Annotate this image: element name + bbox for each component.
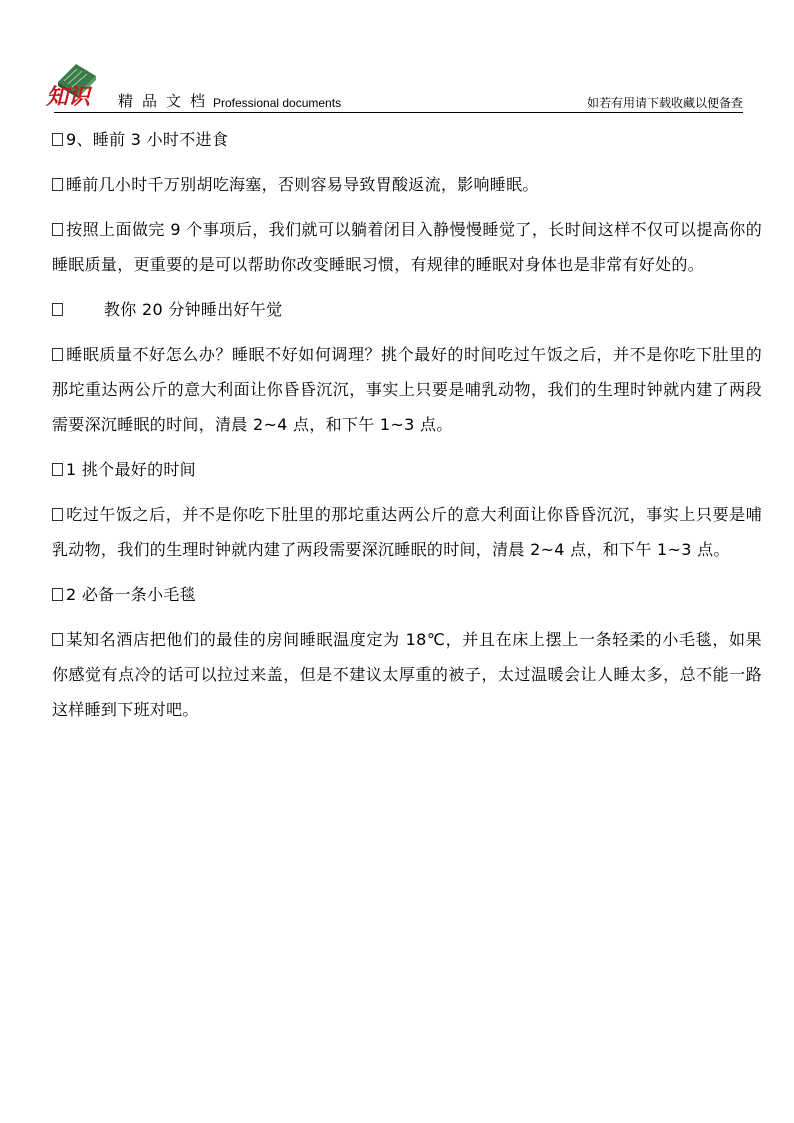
section-heading-nap: 教你 20 分钟睡出好午觉 [52,292,762,327]
bullet-box-icon [52,178,63,191]
paragraph: 按照上面做完 9 个事项后，我们就可以躺着闭目入静慢慢睡觉了，长时间这样不仅可以提高你的睡眠质量，更重要的是可以帮助你改变睡眠习惯，有规律的睡眠对身体也是非常有好处的。 [52,220,762,274]
bullet-box-icon [52,463,63,476]
header-subtitle: Professional documents [213,96,342,110]
bullet-box-icon [52,223,63,236]
bullet-box-icon [52,348,63,361]
header-title: 精品文档 [118,92,215,110]
header-divider [54,112,743,113]
svg-text:知识: 知识 [46,84,91,106]
document-body [52,122,762,727]
paragraph: 睡前几小时千万别胡吃海塞，否则容易导致胃酸返流，影响睡眠。 [52,167,762,202]
bullet-box-icon [52,303,63,316]
book-logo-icon [44,52,104,106]
paragraph: 某知名酒店把他们的最佳的房间睡眠温度定为 18℃，并且在床上摆上一条轻柔的小毛毯，如果你感觉有点冷的话可以拉过来盖，但是不建议太厚重的被子，太过温暖会让人睡太多，总不能一路这样睡到下班对吧。 [52,630,762,719]
page-header [0,0,794,115]
section-heading-9: 9、睡前 3 小时不进食 [52,122,762,157]
header-download-note: 如若有用请下载收藏以便备查 [586,96,743,110]
paragraph: 吃过午饭之后，并不是你吃下肚里的那坨重达两公斤的意大利面让你昏昏沉沉，事实上只要是哺乳动物，我们的生理时钟就内建了两段需要深沉睡眠的时间，清晨 2~4 点，和下午 1~3 点。 [52,505,762,559]
paragraph: 睡眠质量不好怎么办？睡眠不好如何调理？挑个最好的时间吃过午饭之后，并不是你吃下肚里的那坨重达两公斤的意大利面让你昏昏沉沉，事实上只要是哺乳动物，我们的生理时钟就内建了两段需要深沉睡眠的时间，清晨 2~4 点，和下午 1~3 点。 [52,345,762,434]
bullet-box-icon [52,133,63,146]
bullet-box-icon [52,588,63,601]
section-heading-1: 1 挑个最好的时间 [52,452,762,487]
section-heading-2: 2 必备一条小毛毯 [52,577,762,612]
bullet-box-icon [52,633,63,646]
bullet-box-icon [52,508,63,521]
